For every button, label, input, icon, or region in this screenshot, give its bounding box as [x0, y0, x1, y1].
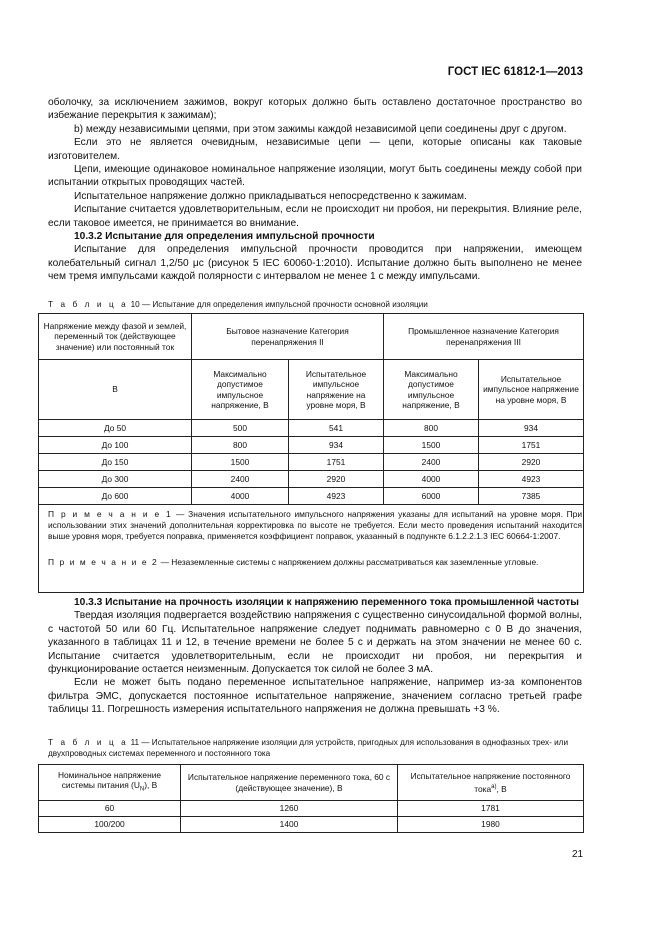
table-header-cell: Максимально допустимое импульсное напряжение, В	[192, 360, 289, 420]
table-header-cell: Испытательное импульсное напряжение на уровне моря, В	[479, 360, 584, 420]
section-heading: 10.3.3 Испытание на прочность изоляции к напряжению переменного тока промышленной частоты	[74, 597, 579, 608]
paragraph: b) между независимыми цепями, при этом зажимы каждой независимой цепи соединены друг с другом.	[74, 123, 567, 135]
table-row	[39, 817, 584, 833]
page-number: 21	[572, 849, 584, 860]
table-row	[39, 437, 584, 454]
table-header-cell: В	[39, 360, 192, 420]
table-cell: 60	[39, 801, 181, 817]
standard-number: ГОСТ IEC 61812-1—2013	[447, 66, 583, 78]
text-block-2	[48, 596, 582, 717]
table-cell: 4000	[192, 488, 289, 505]
table-10	[38, 313, 584, 593]
table-11-caption: Т а б л и ц а 11 — Испытательное напряжение изоляции для устройств, пригодных для использования в однофазных трех- или двухпроводных системах переменного и постоянного тока	[48, 738, 569, 758]
section-heading: 10.3.2 Испытание для определения импульсной прочности	[74, 231, 375, 243]
table-cell: 1980	[398, 817, 584, 833]
table-cell: 100/200	[39, 817, 181, 833]
table-header-cell: Напряжение между фазой и землей, переменный ток (действующее значение) или постоянный ток	[39, 314, 192, 360]
paragraph: Испытание для определения импульсной прочности проводится при напряжении, имеющем колебательный сигнал 1,2/50 μс (рисунок 5 IEC 60060-1:2010). Испытание должно быть выполнено не менее чем тремя импульсами каждой полярности с интервалом не менее 1 с между импульсами.	[48, 244, 582, 283]
table-row	[39, 471, 584, 488]
table-row	[39, 801, 584, 817]
table-cell: 2920	[479, 454, 584, 471]
table-header-cell: Испытательное напряжение переменного тока, 60 с (действующее значение), В	[181, 765, 398, 801]
paragraph: Испытание считается удовлетворительным, если не происходит ни пробоя, ни перекрытия. Влияние реле, если таковое имеется, не принимается во внимание.	[48, 204, 582, 229]
paragraph: Цепи, имеющие одинаковое номинальное напряжение изоляции, могут быть соединены между собой при испытании открытых проводящих частей.	[48, 164, 582, 189]
table-header-cell: Испытательное напряжение постоянного тока$^{a)}$, В	[398, 765, 584, 801]
table-cell: 934	[289, 437, 384, 454]
table-cell: 500	[192, 420, 289, 437]
table-cell: До 100	[39, 437, 192, 454]
paragraph: Твердая изоляция подвергается воздействию напряжения с существенно синусоидальной формой волны, с частотой 50 или 60 Гц. Испытательное напряжение следует поднимать равномерно с 0 В до значения, указанного в таблицах 11 и 12, в течение времени не более 5 с и держать на этом значении не менее 60 с. Испытание считается удовлетворительным, если не происходит ни пробоя, ни перекрытия и функционирование остается неизменным. Допускается ток силой не более 3 мА.	[48, 610, 582, 676]
table-10-note-2: П р и м е ч а н и е 2 — Незаземленные системы с напряжением должны рассматриваться как заземленные угловые.	[48, 557, 539, 567]
table-cell: 1500	[192, 454, 289, 471]
table-cell: 1400	[181, 817, 398, 833]
paragraph: оболочку, за исключением зажимов, вокруг которых должно быть оставлено достаточное пространство во избежание перекрытия к зажимам);	[48, 97, 582, 122]
table-cell: 1500	[384, 437, 479, 454]
table-cell: 934	[479, 420, 584, 437]
table-cell: 1781	[398, 801, 584, 817]
table-row	[39, 454, 584, 471]
table-cell: 4923	[289, 488, 384, 505]
table-cell: До 50	[39, 420, 192, 437]
table-cell: 2400	[192, 471, 289, 488]
table-cell: 4000	[384, 471, 479, 488]
table-header-cell: Промышленное назначение Категория перенапряжения III	[384, 314, 584, 360]
table-cell: 1751	[479, 437, 584, 454]
paragraph: Испытательное напряжение должно прикладываться непосредственно к зажимам.	[74, 190, 467, 202]
table-cell: 1260	[181, 801, 398, 817]
table-10-note-1: П р и м е ч а н и е 1 — Значения испытательного импульсного напряжения указаны для испытаний на уровне моря. При использовании этих значений дополнительная корректировка по высоте не требуется. Если место проведения испытаний находится выше уровня моря, требуется поправка, применяется коэффициент поправок, указанный в подпункте 6.1.2.2.1.3 IEC 60664-1:2007.	[48, 509, 583, 541]
table-cell: До 150	[39, 454, 192, 471]
table-11	[38, 764, 584, 833]
table-cell: До 300	[39, 471, 192, 488]
table-header-cell: Испытательное импульсное напряжение на уровне моря, В	[289, 360, 384, 420]
table-header-cell: Номинальное напряжение системы питания $(U_N)$, В	[39, 765, 181, 801]
table-row	[39, 420, 584, 437]
table-cell: 541	[289, 420, 384, 437]
table-header-cell: Бытовое назначение Категория перенапряжения II	[192, 314, 384, 360]
table-cell: 4923	[479, 471, 584, 488]
table-cell: 800	[384, 420, 479, 437]
table-cell: 7385	[479, 488, 584, 505]
table-cell: 2920	[289, 471, 384, 488]
table-cell: До 600	[39, 488, 192, 505]
table-cell: 2400	[384, 454, 479, 471]
table-cell: 1751	[289, 454, 384, 471]
table-header-cell: Максимально допустимое импульсное напряжение, В	[384, 360, 479, 420]
table-cell: 6000	[384, 488, 479, 505]
table-cell: 800	[192, 437, 289, 454]
paragraph: Если это не является очевидным, независимые цепи — цепи, которые описаны как таковые изготовителем.	[48, 137, 582, 162]
table-row	[39, 488, 584, 505]
paragraph: Если не может быть подано переменное испытательное напряжение, например из-за компонентов фильтра ЭМС, допускается постоянное испытательное напряжение, значением согласно третьей графе таблицы 11. Погрешность измерения испытательного напряжения не должна превышать +3 %.	[48, 677, 582, 716]
text-block-1	[48, 96, 582, 284]
table-10-caption: Т а б л и ц а 10 — Испытание для определения импульсной прочности основной изоляции	[48, 300, 428, 309]
